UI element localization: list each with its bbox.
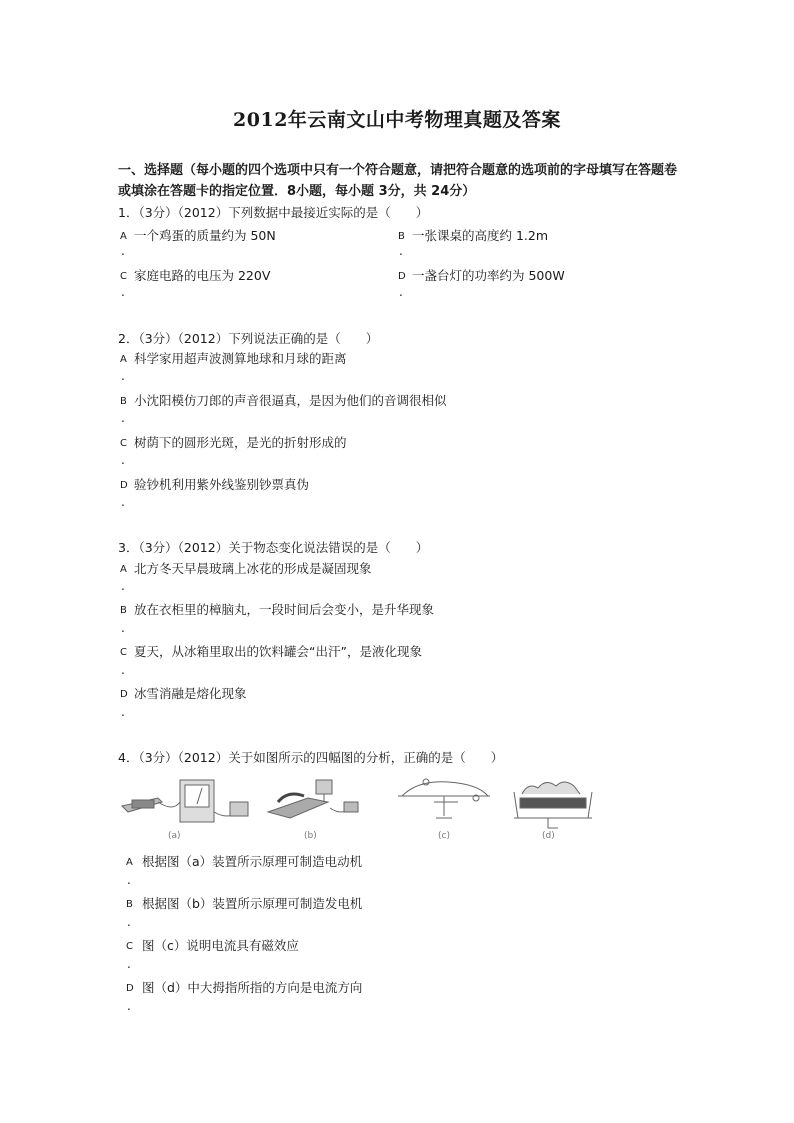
option-text: 北方冬天早晨玻璃上冰花的形成是凝固现象 (134, 561, 372, 576)
option-dot: . (121, 244, 125, 258)
option-letter: B (120, 605, 127, 616)
option-text: 冰雪消融是熔化现象 (134, 686, 247, 701)
option-letter: D (398, 271, 406, 282)
figure-label-d: (d) (542, 831, 555, 841)
option-text: 一盏台灯的功率约为 500W (412, 268, 565, 283)
option-letter: A (126, 857, 133, 868)
figure-label-b: (b) (304, 831, 317, 841)
option-letter: C (126, 941, 133, 952)
figure-a-illustration (122, 780, 248, 822)
option-text: 一个鸡蛋的质量约为 50N (134, 228, 276, 243)
option-letter: C (120, 271, 127, 282)
option-text: 夏天，从冰箱里取出的饮料罐会“出汗”，是液化现象 (134, 644, 422, 659)
option-text: 一张课桌的高度约 1.2m (412, 228, 549, 243)
option-dot: . (121, 369, 125, 383)
option-dot: . (127, 915, 131, 929)
option-text: 小沈阳模仿刀郎的声音很逼真，是因为他们的音调很相似 (134, 393, 447, 408)
option-letter: A (120, 564, 127, 575)
option-letter: D (120, 480, 128, 491)
figure-d-illustration (514, 782, 592, 828)
option-dot: . (121, 579, 125, 593)
option-dot: . (121, 621, 125, 635)
option-letter: C (120, 438, 127, 449)
option-dot: . (399, 244, 403, 258)
section-heading: 一、选择题（每小题的四个选项中只有一个符合题意，请把符合题意的选项前的字母填写在答题卷或填涂在答题卡的指定位置．8小题，每小题 3分，共 24分） (118, 163, 678, 199)
option-text: 家庭电路的电压为 220V (134, 268, 271, 283)
option-text: 图（d）中大拇指所指的方向是电流方向 (142, 980, 363, 995)
option-letter: C (120, 647, 127, 658)
option-dot: . (121, 663, 125, 677)
option-dot: . (121, 495, 125, 509)
option-text: 根据图（b）装置所示原理可制造发电机 (142, 896, 363, 911)
option-letter: A (120, 354, 127, 365)
option-text: 验钞机利用紫外线鉴别钞票真伪 (134, 477, 310, 492)
page-title: 2012年云南文山中考物理真题及答案 (233, 109, 561, 131)
option-dot: . (121, 705, 125, 719)
option-letter: A (120, 231, 127, 242)
option-text: 放在衣柜里的樟脑丸，一段时间后会变小，是升华现象 (134, 602, 435, 617)
figure-b-illustration (268, 780, 358, 818)
question-2-stem: 2．（3分）（2012）下列说法正确的是（ ） (118, 331, 379, 346)
option-text: 图（c）说明电流具有磁效应 (142, 938, 299, 953)
option-letter: B (398, 231, 405, 242)
figure-c-illustration (398, 779, 490, 818)
question-1-stem: 1．（3分）（2012）下列数据中最接近实际的是（ ） (118, 205, 429, 220)
option-text: 科学家用超声波测算地球和月球的距离 (134, 351, 347, 366)
option-dot: . (121, 453, 125, 467)
question-4-stem: 4．（3分）（2012）关于如图所示的四幅图的分析，正确的是（ ） (118, 750, 504, 765)
option-dot: . (127, 873, 131, 887)
option-dot: . (127, 999, 131, 1013)
option-text: 树荫下的圆形光斑，是光的折射形成的 (134, 435, 347, 450)
option-dot: . (127, 957, 131, 971)
option-dot: . (399, 285, 403, 299)
figure-label-a: (a) (168, 831, 181, 841)
option-letter: D (120, 689, 128, 700)
figure-label-c: (c) (438, 831, 450, 841)
option-text: 根据图（a）装置所示原理可制造电动机 (142, 854, 363, 869)
option-letter: B (126, 899, 133, 910)
question-3-stem: 3．（3分）（2012）关于物态变化说法错误的是（ ） (118, 540, 429, 555)
option-dot: . (121, 411, 125, 425)
question-4-figures (118, 772, 608, 852)
option-letter: B (120, 396, 127, 407)
option-letter: D (126, 983, 134, 994)
option-dot: . (121, 285, 125, 299)
